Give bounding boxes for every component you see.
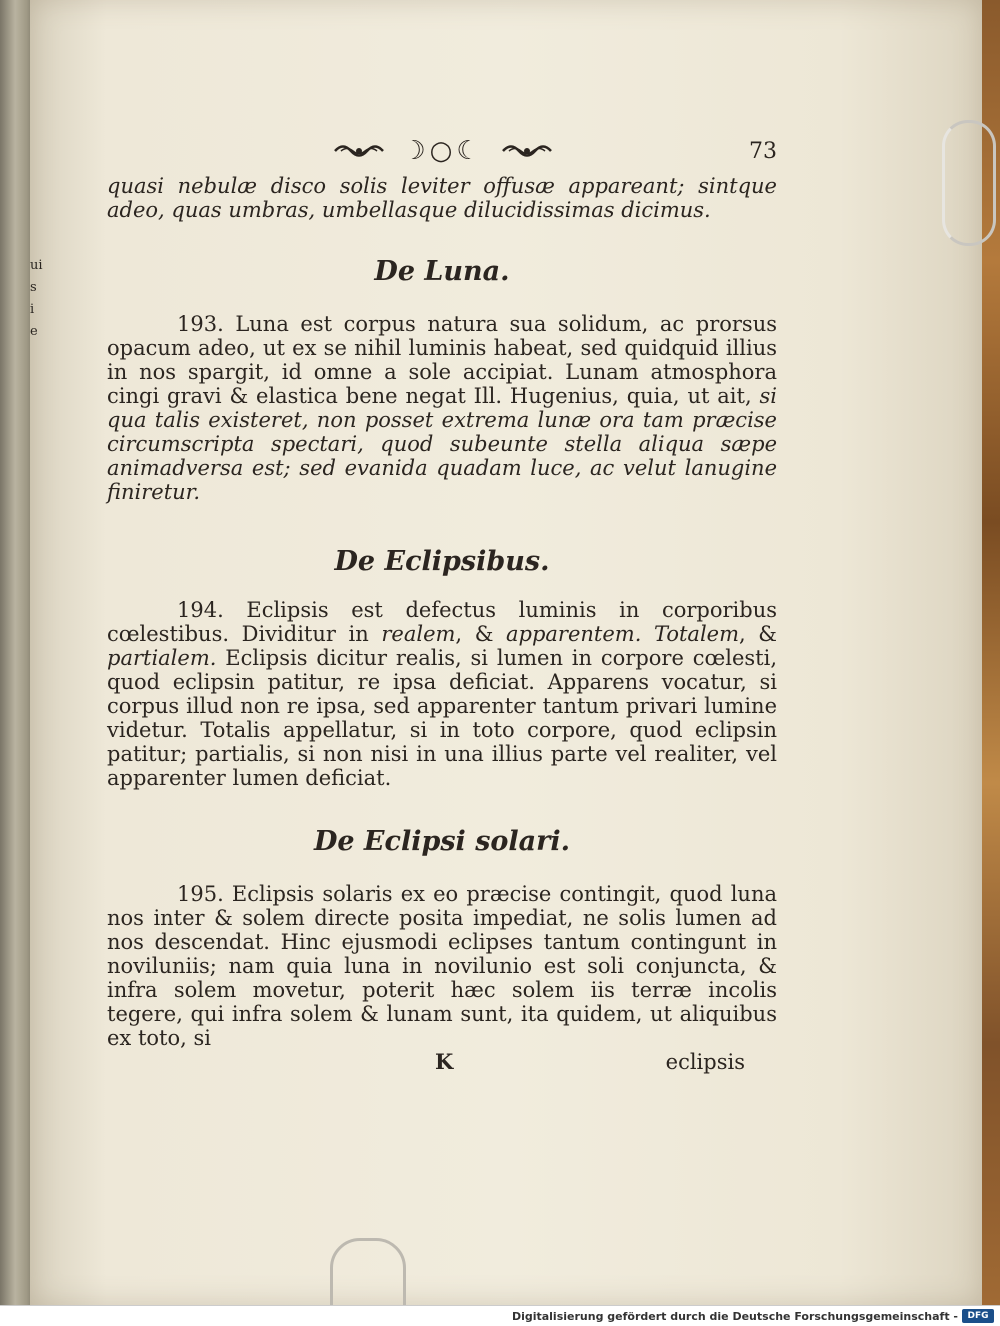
signature-mark: K xyxy=(435,1049,454,1074)
dfg-funding-bar xyxy=(0,1305,1000,1326)
header-ornament xyxy=(333,136,553,166)
flourish-right-icon xyxy=(501,140,553,162)
paragraph-194 xyxy=(107,598,777,790)
moon-symbols: ☽○☾ xyxy=(402,136,484,166)
heading-eclipsi-solari: De Eclipsi solari. xyxy=(313,826,571,857)
heading-eclipsibus: De Eclipsibus. xyxy=(334,546,550,577)
paragraph-text: Eclipsis solaris ex eo præcise contingit, quod luna nos inter & solem directe posita impediat, ne solis lumen ad nos descendat. Hinc ejusmodi eclipses tantum contingunt in noviluniis; nam quia luna in novilunio est soli conjuncta, & infra solem movetur, poterit hæc solem iis terræ incolis tegere, qui infra solem & lunam sunt, ita quidem, ut aliquibus ex toto, si xyxy=(107,882,777,1050)
paragraph-text: Eclipsis dicitur realis, si lumen in corpore cœlesti, quod eclipsin patitur, re ipsa deficiat. Apparens vocatur, si corpus illud non re ipsa, sed apparenter tantum privari lumine videtur. Totalis appellatur, si in toto corpore, quod eclipsin patitur; partialis, si non nisi in una illius parte vel realiter, vel apparenter lumen deficiat. xyxy=(107,646,777,790)
page-content xyxy=(107,130,777,1076)
paragraph-text: , & xyxy=(739,622,777,646)
fragment: e xyxy=(30,324,38,339)
paper-clip-right xyxy=(942,120,996,246)
page-footer xyxy=(107,1050,777,1076)
page-number: 73 xyxy=(749,139,777,164)
dfg-logo-icon: DFG xyxy=(962,1309,994,1323)
paragraph-quote: si qua talis existeret, non posset extrema lunæ ora tam præcise circumscripta spectari, quod subeunte stella aliqua sæpe animadversa est; sed evanida quadam luce, ac velut lanugine finiretur. xyxy=(107,384,777,504)
continuation-paragraph: quasi nebulæ disco solis leviter offusæ appareant; sintque adeo, quas umbras, umbellasque dilucidissimas dicimus. xyxy=(107,174,777,222)
paragraph-number: 194. xyxy=(177,598,224,622)
paragraph-195 xyxy=(107,882,777,1050)
fragment: ui xyxy=(30,258,43,273)
term-apparentem: apparentem. Totalem xyxy=(506,622,740,646)
flourish-left-icon xyxy=(333,140,385,162)
paragraph-text: , & xyxy=(455,622,506,646)
paragraph-text: Eclipsis est defectus luminis in corporibus cœlestibus. Dividitur in xyxy=(107,598,777,646)
left-margin-fragments xyxy=(30,255,43,343)
paragraph-193 xyxy=(107,312,777,504)
term-realem: realem xyxy=(381,622,456,646)
term-partialem: partialem. xyxy=(107,646,217,670)
paragraph-text: Luna est corpus natura sua solidum, ac prorsus opacum adeo, ut ex se nihil luminis habeat, sed quidquid illius in nos spargit, id omne a sole accipiat. Lunam atmosphora cingi gravi & elastica bene negat Ill. Hugenius, quia, ut ait, xyxy=(107,312,777,408)
paragraph-number: 193. xyxy=(177,312,224,336)
heading-luna: De Luna. xyxy=(374,256,510,287)
fragment: s xyxy=(30,280,37,295)
paragraph-number: 195. xyxy=(177,882,224,906)
dfg-funding-text: Digitalisierung gefördert durch die Deutsche Forschungsgemeinschaft - xyxy=(511,1310,958,1323)
page-header xyxy=(107,130,777,174)
catchword: eclipsis xyxy=(665,1050,745,1074)
fragment: i xyxy=(30,302,35,317)
